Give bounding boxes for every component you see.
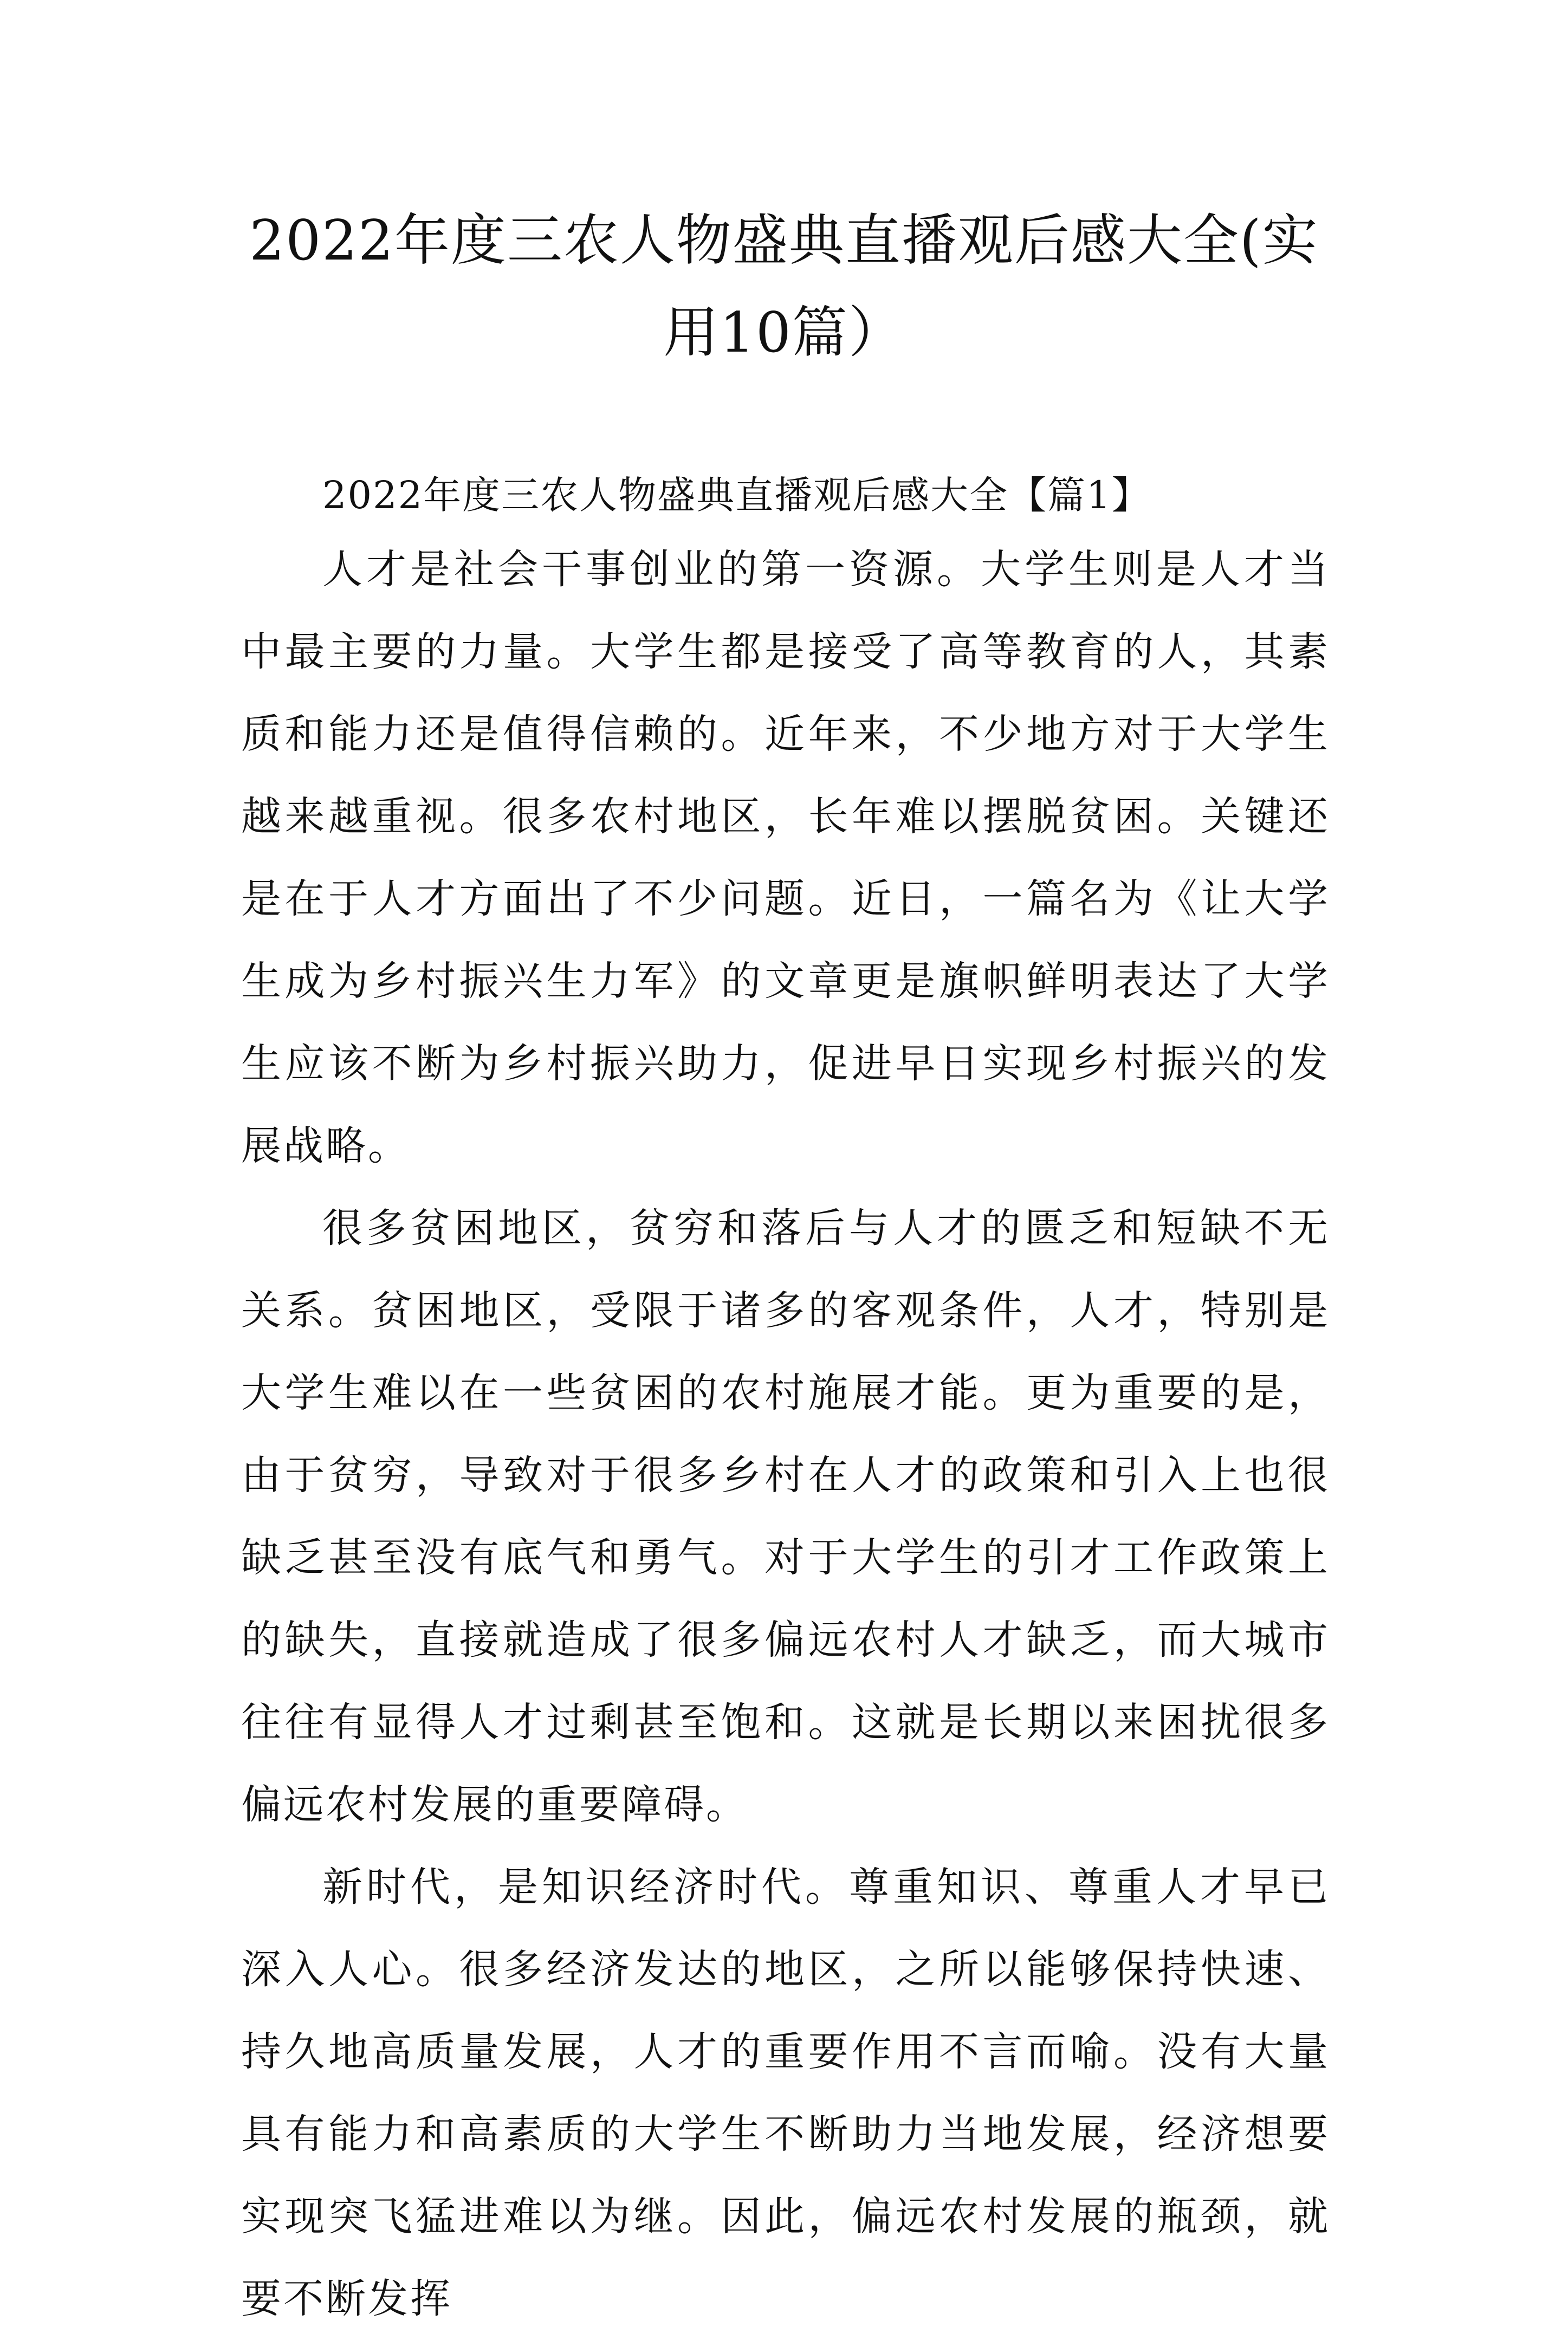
paragraph-3: 新时代，是知识经济时代。尊重知识、尊重人才早已深入人心。很多经济发达的地区，之所以能够保持快速、持久地高质量发展，人才的重要作用不言而喻。没有大量具有能力和高素质的大学生不断助力当地发展，经济想要实现突飞猛进难以为继。因此，偏远农村发展的瓶颈，就要不断发挥 bbox=[241, 1864, 1330, 2322]
article-body bbox=[241, 462, 1330, 2340]
paragraph-1: 人才是社会干事创业的第一资源。大学生则是人才当中最主要的力量。大学生都是接受了高等教育的人，其素质和能力还是值得信赖的。近年来，不少地方对于大学生越来越重视。很多农村地区，长年难以摆脱贫困。关键还是在于人才方面出了不少问题。近日，一篇名为《让大学生成为乡村振兴生力军》的文章更是旗帜鲜明表达了大学生应该不断为乡村振兴助力，促进早日实现乡村振兴的发展战略。 bbox=[241, 546, 1330, 1169]
document-title: 2022年度三农人物盛典直播观后感大全(实用10篇） bbox=[249, 209, 1319, 365]
section-heading: 2022年度三农人物盛典直播观后感大全【篇1】 bbox=[322, 473, 1151, 517]
paragraph-2: 很多贫困地区，贫穷和落后与人才的匮乏和短缺不无关系。贫困地区，受限于诸多的客观条件，人才，特别是大学生难以在一些贫困的农村施展才能。更为重要的是，由于贫穷，导致对于很多乡村在人才的政策和引入上也很缺乏甚至没有底气和勇气。对于大学生的引才工作政策上的缺失，直接就造成了很多偏远农村人才缺乏，而大城市往往有显得人才过剩甚至饱和。这就是长期以来困扰很多偏远农村发展的重要障碍。 bbox=[241, 1205, 1330, 1828]
